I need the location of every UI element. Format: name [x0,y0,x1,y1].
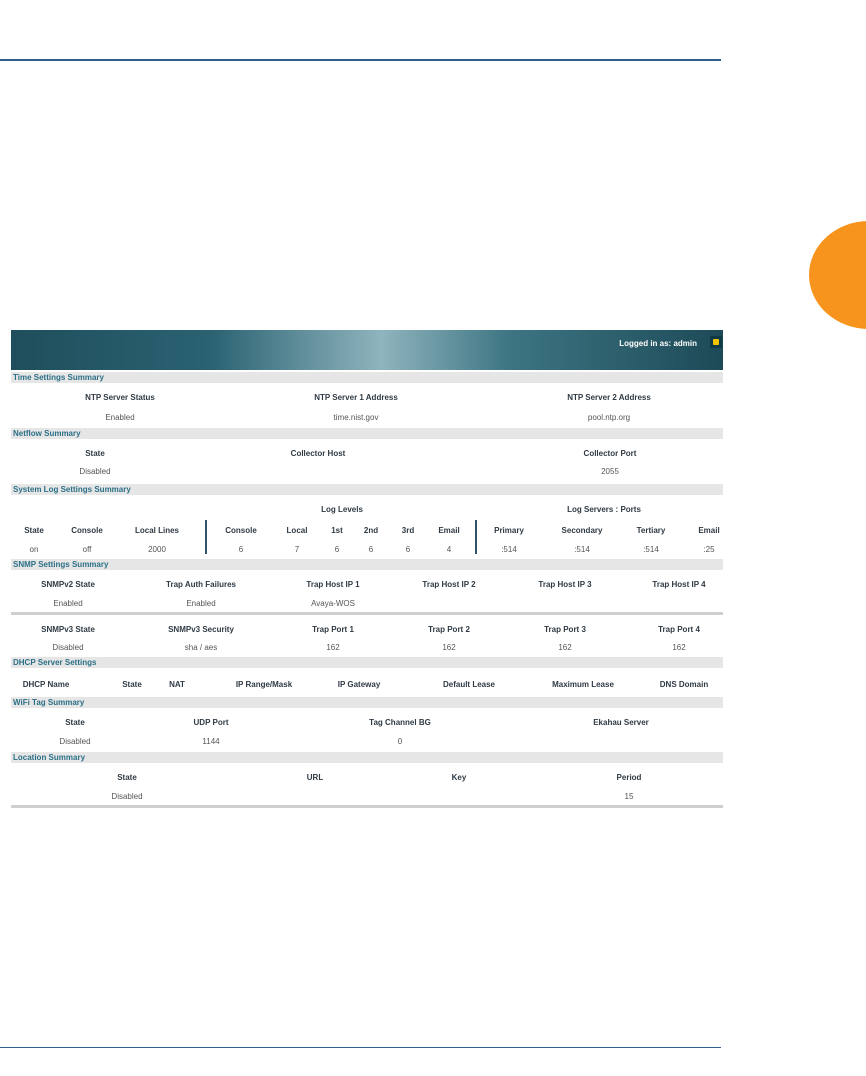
section-dhcp: DHCP Server Settings [11,657,723,668]
col-header: Key [451,773,467,782]
logged-in-label: Logged in as: admin [619,339,697,348]
cell-value: 1144 [202,737,220,746]
column-divider [205,520,207,554]
cell-value: Disabled [111,792,143,801]
col-header: URL [306,773,324,782]
section-netflow: Netflow Summary [11,428,723,439]
col-header: Collector Host [290,449,346,458]
cell-value: :25 [703,545,715,554]
col-header: Trap Host IP 4 [652,580,706,589]
section-location: Location Summary [11,752,723,763]
admin-menu-icon[interactable] [710,336,722,348]
col-header: Default Lease [442,680,496,689]
col-header: Trap Port 1 [312,625,354,634]
col-header: Trap Host IP 2 [422,580,476,589]
col-header: UDP Port [193,718,229,727]
section-time-settings: Time Settings Summary [11,372,723,383]
col-header: Console [71,526,103,535]
col-header: Tag Channel BG [369,718,431,727]
col-header: NTP Server Status [85,393,155,402]
cell-value: pool.ntp.org [587,413,631,422]
cell-value: :514 [501,545,517,554]
group-header-log-levels: Log Levels [321,505,363,514]
cell-value: 162 [558,643,572,652]
col-header: Ekahau Server [593,718,649,727]
col-header: State [85,449,105,458]
col-header: Collector Port [583,449,637,458]
cell-value: sha / aes [184,643,218,652]
col-header: NTP Server 2 Address [567,393,651,402]
top-rule [0,59,721,61]
cell-value: Disabled [59,737,91,746]
cell-value: 2000 [148,545,166,554]
col-header: NAT [169,680,185,689]
cell-value: on [29,545,39,554]
title-bar [11,330,723,370]
cell-value: 6 [368,545,374,554]
col-header: Secondary [561,526,603,535]
cell-value: 162 [672,643,686,652]
cell-value: 6 [334,545,340,554]
col-header: NTP Server 1 Address [314,393,398,402]
cell-value: 7 [294,545,300,554]
col-header: 1st [331,526,343,535]
cell-value: :514 [643,545,659,554]
col-header: SNMPv3 Security [168,625,234,634]
cell-value: Enabled [186,599,216,608]
chapter-tab-marker [809,221,866,329]
col-header: 2nd [363,526,379,535]
col-header: State [24,526,44,535]
column-divider [475,520,477,554]
col-header: IP Gateway [337,680,381,689]
cell-value: Avaya-WOS [311,599,355,608]
col-header: Tertiary [636,526,666,535]
cell-value: 0 [397,737,403,746]
col-header: Trap Port 3 [544,625,586,634]
bottom-separator [11,805,723,808]
row-separator [11,612,723,615]
cell-value: 162 [442,643,456,652]
cell-value: :514 [574,545,590,554]
col-header: State [122,680,142,689]
section-snmp: SNMP Settings Summary [11,559,723,570]
section-system-log: System Log Settings Summary [11,484,723,495]
cell-value: Enabled [53,599,83,608]
col-header: State [65,718,85,727]
col-header: Console [225,526,257,535]
cell-value: Disabled [52,643,84,652]
col-header: Local Lines [134,526,180,535]
cell-value: Disabled [79,467,111,476]
col-header: State [117,773,137,782]
section-wifi-tag: WiFi Tag Summary [11,697,723,708]
group-header-log-servers: Log Servers : Ports [567,505,641,514]
screenshot-panel [11,330,723,809]
col-header: Trap Host IP 3 [538,580,592,589]
col-header: DHCP Name [22,680,70,689]
col-header: Local [286,526,308,535]
cell-value: time.nist.gov [333,413,379,422]
col-header: SNMPv2 State [41,580,95,589]
col-header: SNMPv3 State [41,625,95,634]
col-header: DNS Domain [659,680,709,689]
col-header: Period [616,773,642,782]
cell-value: 2055 [601,467,619,476]
bottom-rule [0,1047,721,1048]
cell-value: 6 [238,545,244,554]
cell-value: 162 [326,643,340,652]
col-header: Trap Host IP 1 [306,580,360,589]
col-header: Trap Auth Failures [166,580,236,589]
col-header: Email [438,526,460,535]
cell-value: off [82,545,92,554]
col-header: Trap Port 2 [428,625,470,634]
cell-value: 4 [446,545,452,554]
cell-value: 6 [405,545,411,554]
col-header: 3rd [401,526,415,535]
col-header: Email [698,526,720,535]
col-header: Primary [494,526,524,535]
col-header: Trap Port 4 [658,625,700,634]
col-header: IP Range/Mask [235,680,293,689]
cell-value: 15 [624,792,634,801]
cell-value: Enabled [105,413,135,422]
col-header: Maximum Lease [552,680,614,689]
